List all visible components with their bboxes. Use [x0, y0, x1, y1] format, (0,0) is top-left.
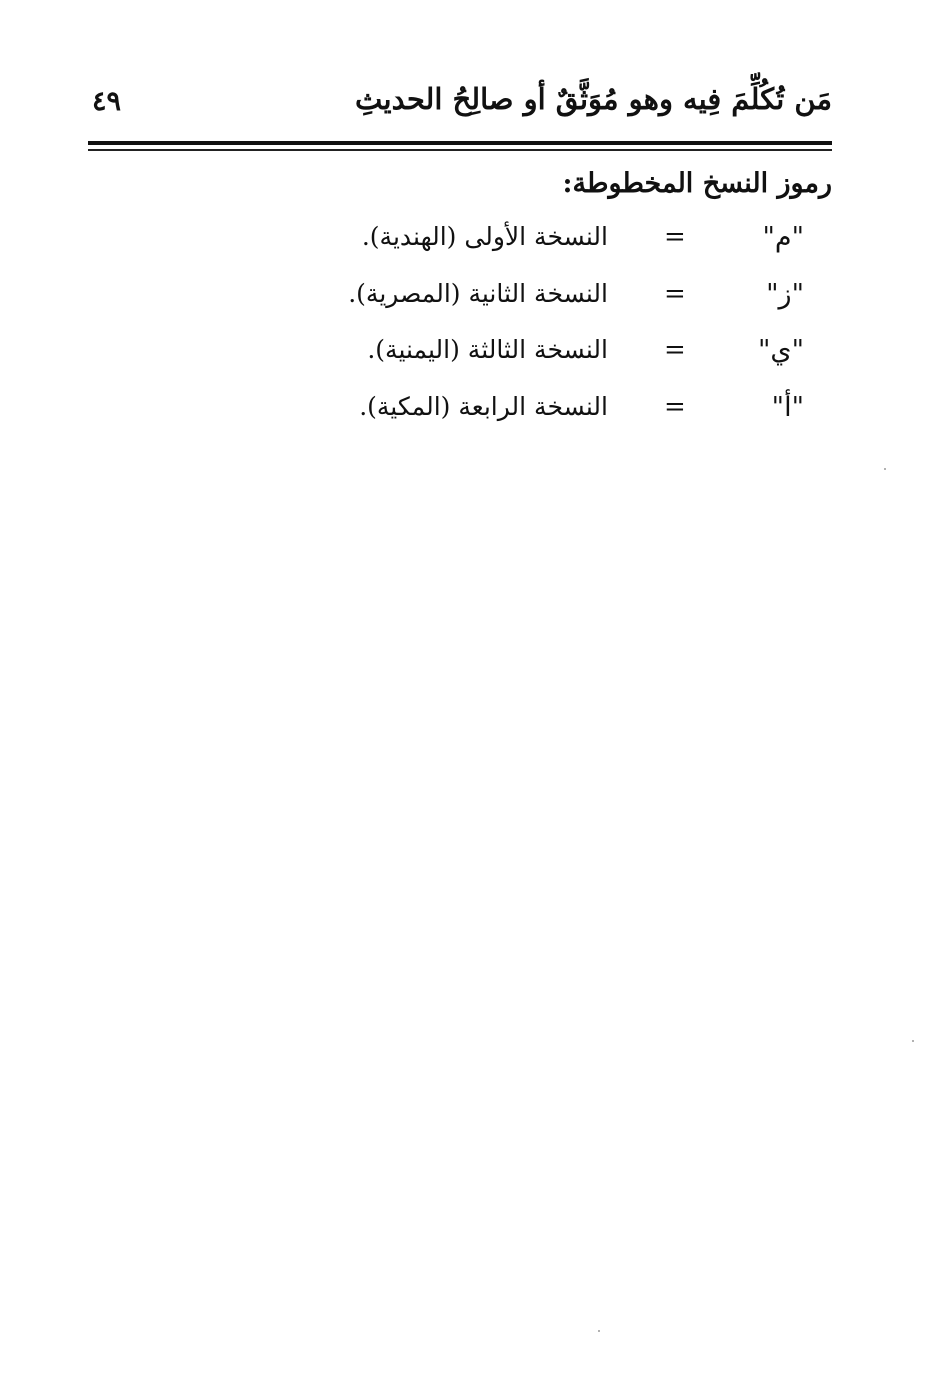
sigla-description: النسخة الرابعة (المكية). [359, 392, 608, 421]
scan-speck [884, 468, 886, 470]
sigla-row [0, 335, 936, 385]
equals-sign: = [664, 222, 686, 252]
page-number: ٤٩ [92, 86, 122, 117]
sigla-row [0, 392, 936, 442]
sigla-code: "ي" [758, 335, 804, 366]
sigla-description: النسخة الثانية (المصرية). [348, 279, 608, 308]
section-heading: رموز النسخ المخطوطة: [562, 168, 832, 199]
running-title: مَن تُكُلِّمَ فِيه وهو مُوَثَّقٌ أو صالِحُ الحديثِ [355, 82, 832, 116]
scan-speck [912, 1040, 914, 1042]
sigla-code: "أ" [771, 392, 804, 423]
manuscript-sigla-list [0, 0, 936, 460]
sigla-code: "ز" [766, 279, 804, 310]
scan-speck [598, 1330, 600, 1332]
equals-sign: = [664, 279, 686, 309]
sigla-description: النسخة الأولى (الهندية). [361, 222, 608, 251]
equals-sign: = [664, 392, 686, 422]
equals-sign: = [664, 335, 686, 365]
sigla-row [0, 279, 936, 329]
sigla-description: النسخة الثالثة (اليمنية). [367, 335, 608, 364]
sigla-row [0, 222, 936, 272]
sigla-code: "م" [762, 222, 804, 253]
